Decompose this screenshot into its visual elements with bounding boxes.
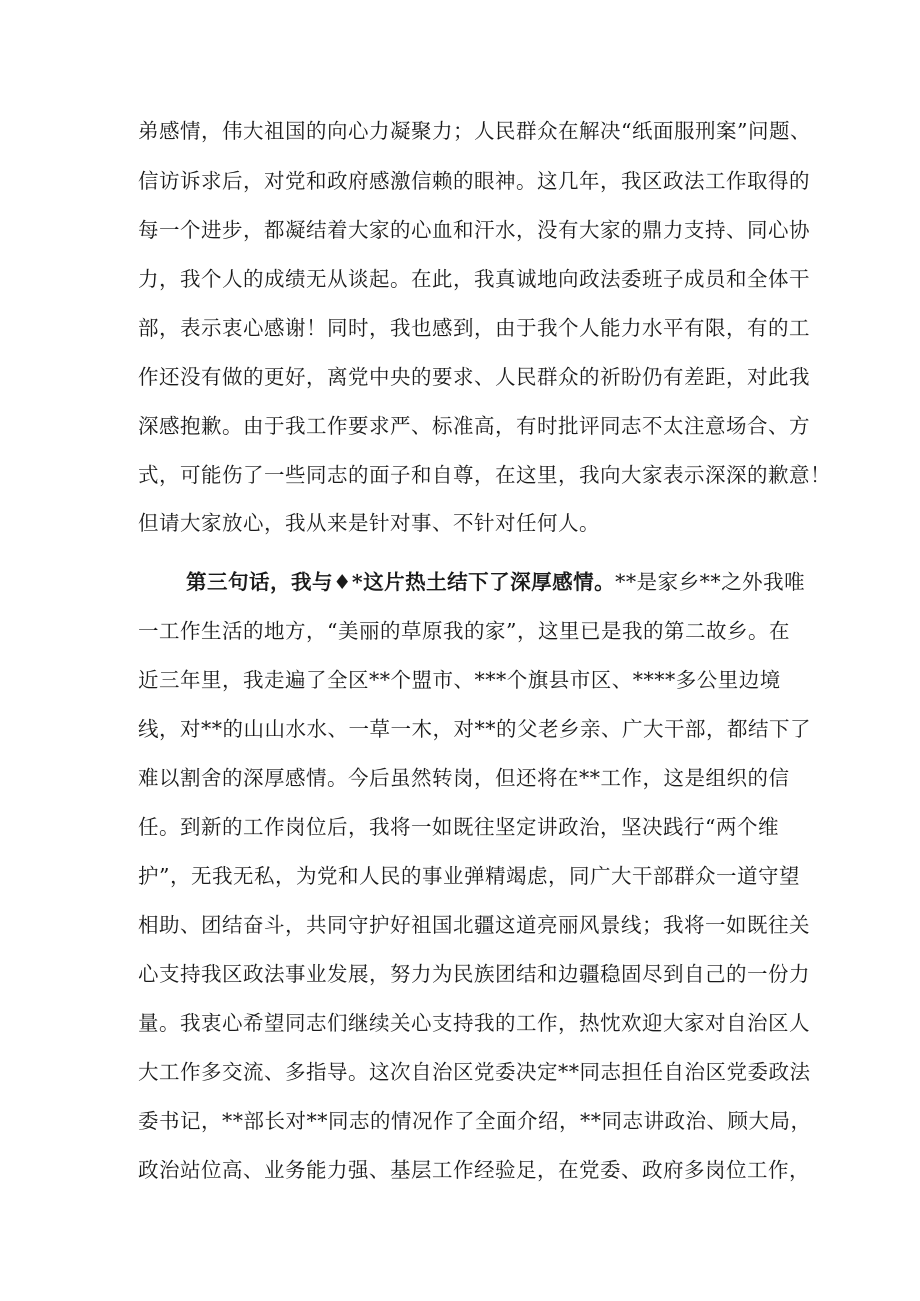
text-line: 任。到新的工作岗位后，我将一如既往坚定讲政治，坚决践行“两个维 (138, 815, 779, 839)
text-line: 量。我衷心希望同志们继续关心支持我的工作，热忱欢迎大家对自治区人 (138, 1011, 810, 1035)
text-line: 委书记，**部长对**同志的情况作了全面介绍，**同志讲政治、顾大局， (138, 1109, 812, 1133)
text-line: 护”，无我无私，为党和人民的事业弹精竭虑，同广大干部群众一道守望 (138, 864, 800, 888)
text-line: 部，表示衷心感谢！同时，我也感到，由于我个人能力水平有限，有的工 (138, 316, 810, 340)
text-line: 每一个进步，都凝结着大家的心血和汗水，没有大家的鼎力支持、同心协 (138, 218, 810, 242)
text-line: 相助、团结奋斗，共同守护好祖国北疆这道亮丽风景线；我将一如既往关 (138, 913, 810, 937)
text-line: 信访诉求后，对党和政府感激信赖的眼神。这几年，我区政法工作取得的 (138, 169, 810, 193)
section-heading: 第三句话，我与♦*这片热土结下了深厚感情。 (186, 570, 616, 594)
first-line-text: **是家乡**之外我唯 (615, 570, 806, 594)
text-line: 一工作生活的地方，“美丽的草原我的家”，这里已是我的第二故乡。在 (138, 619, 790, 643)
text-line: 线，对**的山山水水、一草一木，对**的父老乡亲、广大干部，都结下了 (138, 717, 811, 741)
text-line: 力，我个人的成绩无从谈起。在此，我真诚地向政法委班子成员和全体干 (138, 267, 810, 291)
text-line: 政治站位高、业务能力强、基层工作经验足，在党委、政府多岗位工作， (138, 1158, 810, 1182)
text-line: 作还没有做的更好，离党中央的要求、人民群众的祈盼仍有差距，对此我 (138, 365, 810, 389)
text-line: 大工作多交流、多指导。这次自治区党委决定**同志担任自治区党委政法 (138, 1060, 811, 1084)
text-line: 弟感情，伟大祖国的向心力凝聚力；人民群众在解决“纸面服刑案”问题、 (138, 119, 811, 143)
text-line: 难以割舍的深厚感情。今后虽然转岗，但还将在**工作，这是组织的信 (138, 766, 790, 790)
text-line: 式，可能伤了一些同志的面子和自尊，在这里，我向大家表示深深的歉意！ (138, 463, 831, 487)
paragraph-2-first-line (186, 569, 805, 595)
text-line: 近三年里，我走遍了全区**个盟市、***个旗县市区、****多公里边境 (138, 668, 781, 692)
text-line: 深感抱歉。由于我工作要求严、标准高，有时批评同志不太注意场合、方 (138, 414, 810, 438)
text-line: 但请大家放心，我从来是针对事、不针对任何人。 (138, 511, 600, 535)
text-line: 心支持我区政法事业发展，努力为民族团结和边疆稳固尽到自己的一份力 (138, 962, 810, 986)
